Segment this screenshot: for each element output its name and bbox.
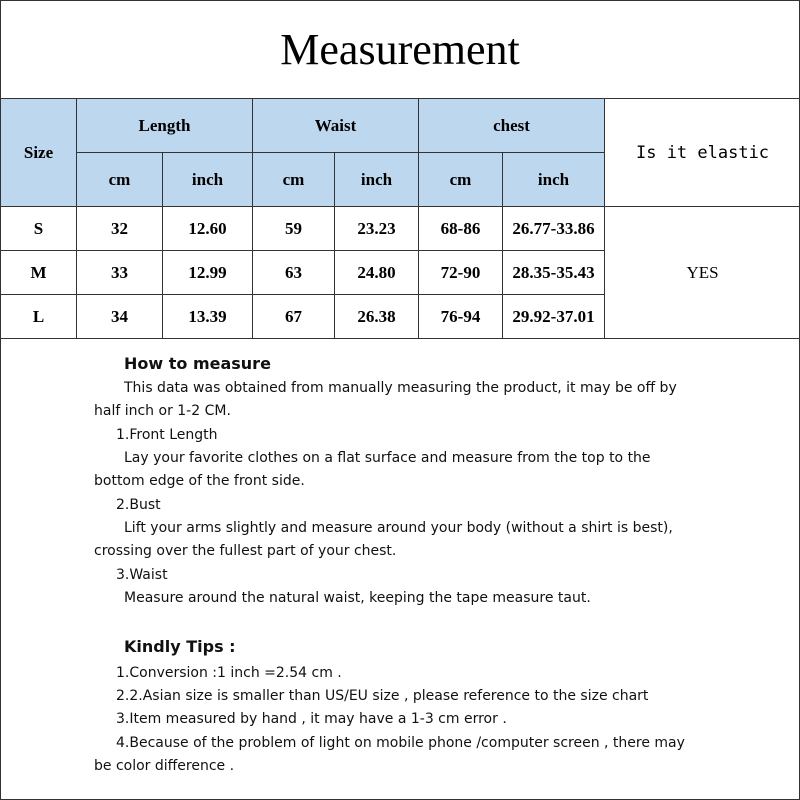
elastic-header: Is it elastic: [605, 99, 800, 207]
front-length-text: Lay your favorite clothes on a flat surface and measure from the top to the: [124, 450, 651, 466]
size-header: Size: [1, 99, 77, 207]
size-cell: M: [1, 251, 77, 295]
waist-title: 3.Waist: [116, 567, 168, 583]
bust-text: crossing over the fullest part of your chest.: [94, 543, 397, 559]
table-cell: 28.35-35.43: [503, 251, 605, 295]
table-cell: 29.92-37.01: [503, 295, 605, 339]
tip-item: 1.Conversion :1 inch =2.54 cm .: [116, 665, 342, 681]
size-chart-table: [0, 98, 800, 339]
tip-item: 3.Item measured by hand , it may have a 1-3 cm error .: [116, 711, 507, 727]
length-header: Length: [77, 99, 253, 153]
bust-title: 2.Bust: [116, 497, 161, 513]
elastic-value: YES: [605, 207, 800, 339]
tip-item: 2.2.Asian size is smaller than US/EU size , please reference to the size chart: [116, 688, 649, 704]
table-row: [1, 207, 800, 251]
intro-text: half inch or 1-2 CM.: [94, 403, 231, 419]
table-cell: 34: [77, 295, 163, 339]
table-cell: 26.77-33.86: [503, 207, 605, 251]
table-cell: 32: [77, 207, 163, 251]
table-cell: 72-90: [419, 251, 503, 295]
front-length-title: 1.Front Length: [116, 427, 218, 443]
table-cell: 12.60: [163, 207, 253, 251]
size-cell: S: [1, 207, 77, 251]
intro-text: This data was obtained from manually measuring the product, it may be off by: [124, 380, 677, 396]
table-cell: 24.80: [335, 251, 419, 295]
unit-header: inch: [163, 153, 253, 207]
waist-header: Waist: [253, 99, 419, 153]
unit-header: inch: [503, 153, 605, 207]
page-title: Measurement: [0, 0, 800, 99]
table-cell: 63: [253, 251, 335, 295]
table-cell: 13.39: [163, 295, 253, 339]
how-to-measure-heading: How to measure: [124, 354, 271, 373]
table-cell: 33: [77, 251, 163, 295]
unit-header: cm: [419, 153, 503, 207]
table-cell: 12.99: [163, 251, 253, 295]
table-cell: 23.23: [335, 207, 419, 251]
size-cell: L: [1, 295, 77, 339]
table-cell: 26.38: [335, 295, 419, 339]
unit-header: cm: [77, 153, 163, 207]
table-cell: 59: [253, 207, 335, 251]
table-cell: 67: [253, 295, 335, 339]
chest-header: chest: [419, 99, 605, 153]
front-length-text: bottom edge of the front side.: [94, 473, 305, 489]
unit-header: cm: [253, 153, 335, 207]
table-cell: 76-94: [419, 295, 503, 339]
table-cell: 68-86: [419, 207, 503, 251]
unit-header: inch: [335, 153, 419, 207]
waist-text: Measure around the natural waist, keeping the tape measure taut.: [124, 590, 591, 606]
tip-item: be color difference .: [94, 758, 235, 774]
kindly-tips-heading: Kindly Tips :: [124, 637, 236, 656]
bust-text: Lift your arms slightly and measure around your body (without a shirt is best),: [124, 520, 673, 536]
tip-item: 4.Because of the problem of light on mobile phone /computer screen , there may: [116, 735, 685, 751]
